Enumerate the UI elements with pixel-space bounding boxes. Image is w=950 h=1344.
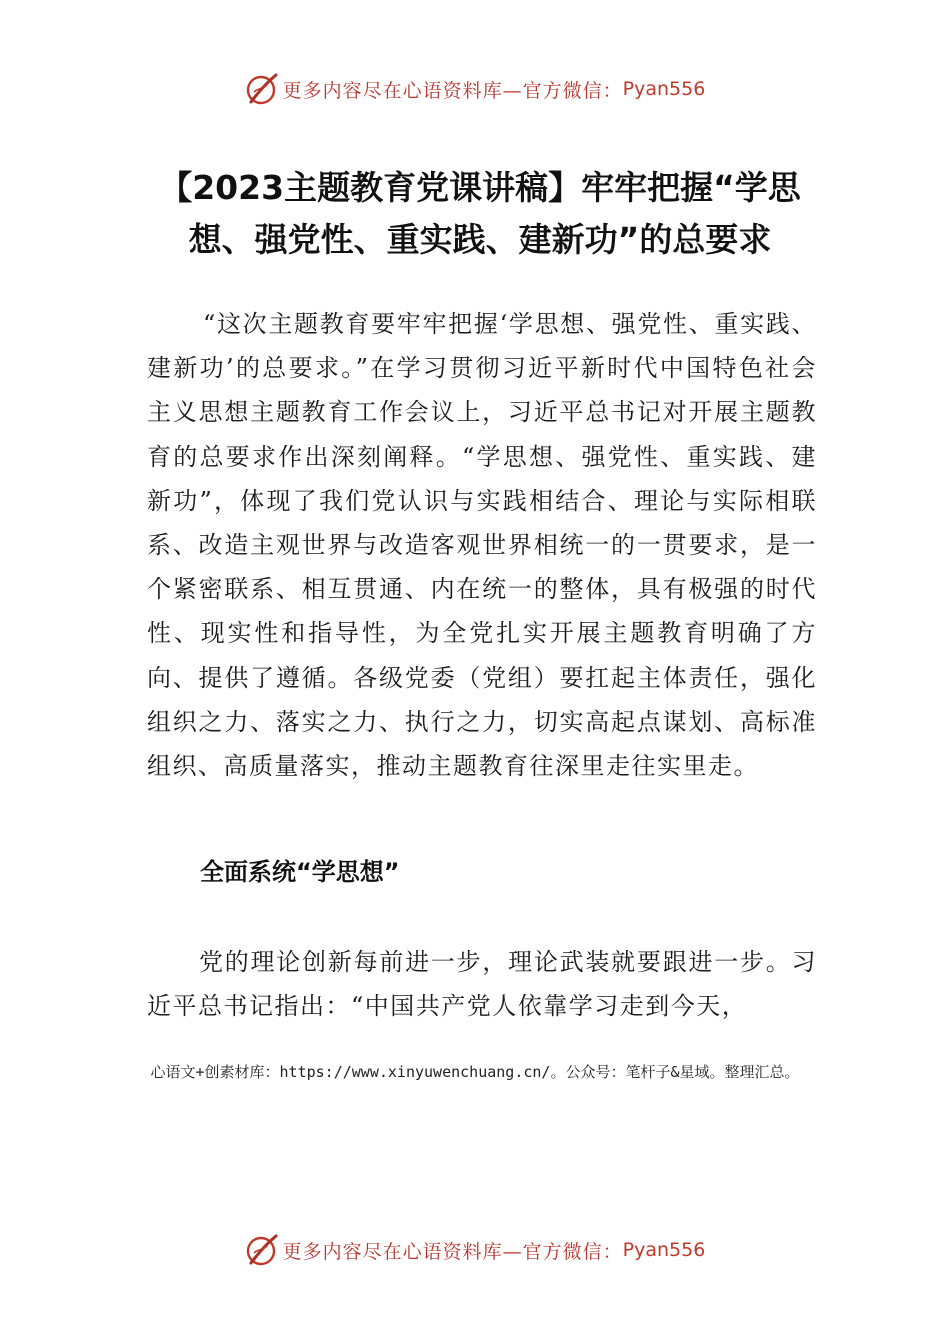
header-watermark <box>0 72 950 106</box>
brush-logo-icon <box>245 72 279 106</box>
watermark-wechat-id: Pyan556 <box>622 78 706 100</box>
watermark-wechat-id: Pyan556 <box>622 1239 706 1261</box>
watermark-text: 更多内容尽在心语资料库—官方微信： <box>282 79 623 102</box>
footer-watermark <box>0 1233 950 1267</box>
watermark-text: 更多内容尽在心语资料库—官方微信： <box>282 1240 623 1263</box>
body-paragraph-1: “这次主题教育要牢牢把握‘学思想、强党性、重实践、建新功’的总要求。”在学习贯彻习近平新时代中国特色社会主义思想主题教育工作会议上，习近平总书记对开展主题教育的总要求作出深刻阐释。“学思想、强党性、重实践、建新功”，体现了我们党认识与实践相结合、理论与实际相联系、改造主观世界与改造客观世界相统一的一贯要求，是一个紧密联系、相互贯通、内在统一的整体，具有极强的时代性、现实性和指导性，为全党扎实开展主题教育明确了方向、提供了遵循。各级党委（党组）要扛起主体责任，强化组织之力、落实之力、执行之力，切实高起点谋划、高标准组织、高质量落实，推动主题教育往深里走往实里走。 <box>147 310 817 781</box>
body-paragraph-2: 党的理论创新每前进一步，理论武装就要跟进一步。习近平总书记指出：“中国共产党人依靠学习走到今天， <box>147 948 817 1021</box>
source-note: 心语文+创素材库：https://www.xinyuwenchuang.cn/。公众号：笔杆子&星域。整理汇总。 <box>150 1063 800 1081</box>
section-heading: 全面系统“学思想” <box>200 858 400 886</box>
brush-logo-icon <box>245 1233 279 1267</box>
document-title: 【2023主题教育党课讲稿】牢牢把握“学思想、强党性、重实践、建新功”的总要求 <box>159 168 801 259</box>
